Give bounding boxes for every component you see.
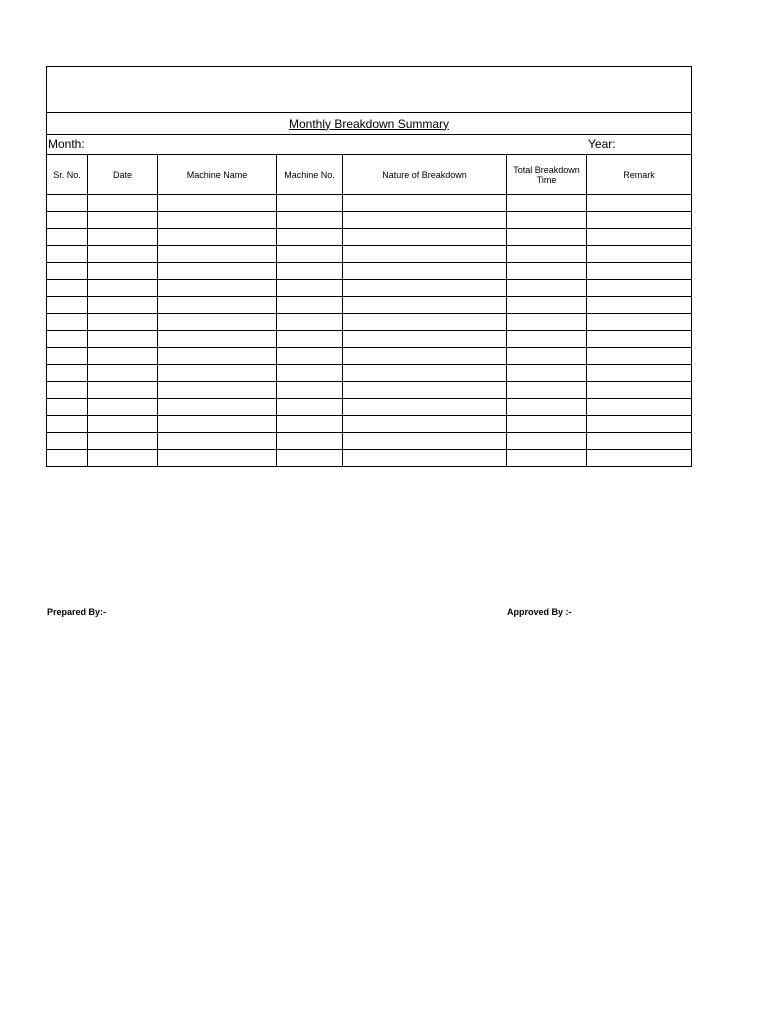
table-cell <box>587 450 692 467</box>
table-cell <box>277 195 343 212</box>
table-cell <box>47 450 88 467</box>
table-cell <box>88 263 158 280</box>
table-cell <box>507 229 587 246</box>
table-cell <box>158 212 277 229</box>
table-cell <box>47 195 88 212</box>
table-cell <box>587 314 692 331</box>
table-cell <box>507 280 587 297</box>
column-header-remark: Remark <box>587 155 692 195</box>
table-cell <box>587 229 692 246</box>
table-cell <box>88 246 158 263</box>
table-cell <box>587 399 692 416</box>
table-cell <box>47 297 88 314</box>
column-header-machine-no: Machine No. <box>277 155 343 195</box>
table-cell <box>277 348 343 365</box>
table-cell <box>158 195 277 212</box>
table-cell <box>277 297 343 314</box>
table-row <box>47 263 692 280</box>
table-cell <box>507 331 587 348</box>
table-cell <box>507 416 587 433</box>
table-cell <box>587 365 692 382</box>
table-cell <box>343 195 507 212</box>
breakdown-summary-table <box>46 66 692 467</box>
table-cell <box>343 399 507 416</box>
table-cell <box>343 433 507 450</box>
table-cell <box>343 416 507 433</box>
table-cell <box>587 331 692 348</box>
table-cell <box>47 314 88 331</box>
form-title-cell <box>47 113 692 135</box>
table-cell <box>587 263 692 280</box>
table-row <box>47 365 692 382</box>
table-cell <box>158 229 277 246</box>
table-cell <box>507 263 587 280</box>
table-cell <box>158 382 277 399</box>
table-cell <box>158 280 277 297</box>
table-cell <box>507 382 587 399</box>
table-cell <box>158 433 277 450</box>
table-row <box>47 450 692 467</box>
table-cell <box>88 297 158 314</box>
table-cell <box>47 433 88 450</box>
table-cell <box>158 348 277 365</box>
column-header-total-breakdown-time: Total Breakdown Time <box>507 155 587 195</box>
table-cell <box>343 280 507 297</box>
table-cell <box>47 365 88 382</box>
table-body <box>47 195 692 467</box>
table-cell <box>507 246 587 263</box>
table-cell <box>158 314 277 331</box>
year-label: Year: <box>588 137 616 151</box>
table-row <box>47 297 692 314</box>
table-row <box>47 399 692 416</box>
column-header-sr-no: Sr. No. <box>47 155 88 195</box>
table-cell <box>47 280 88 297</box>
column-header-date: Date <box>88 155 158 195</box>
table-cell <box>507 433 587 450</box>
prepared-by-label: Prepared By:- <box>47 607 107 617</box>
form-title: Monthly Breakdown Summary <box>288 116 450 131</box>
table-cell <box>47 331 88 348</box>
table-cell <box>343 331 507 348</box>
table-cell <box>343 212 507 229</box>
table-cell <box>587 280 692 297</box>
table-row <box>47 331 692 348</box>
table-cell <box>88 229 158 246</box>
table-row <box>47 433 692 450</box>
table-cell <box>507 195 587 212</box>
table-cell <box>88 450 158 467</box>
table-cell <box>47 382 88 399</box>
table-cell <box>277 229 343 246</box>
table-row <box>47 212 692 229</box>
table-row <box>47 229 692 246</box>
table-cell <box>277 280 343 297</box>
table-cell <box>158 263 277 280</box>
table-cell <box>343 297 507 314</box>
table-cell <box>587 433 692 450</box>
table-cell <box>88 416 158 433</box>
table-row <box>47 195 692 212</box>
table-cell <box>88 382 158 399</box>
table-cell <box>587 195 692 212</box>
table-cell <box>158 246 277 263</box>
table-cell <box>158 365 277 382</box>
table-cell <box>88 331 158 348</box>
table-cell <box>88 433 158 450</box>
table-cell <box>587 246 692 263</box>
table-cell <box>343 348 507 365</box>
table-cell <box>507 212 587 229</box>
table-cell <box>277 263 343 280</box>
table-cell <box>47 229 88 246</box>
table-row <box>47 314 692 331</box>
table-cell <box>88 399 158 416</box>
table-cell <box>343 314 507 331</box>
table-cell <box>507 399 587 416</box>
table-cell <box>343 382 507 399</box>
table-row <box>47 246 692 263</box>
table-cell <box>158 399 277 416</box>
table-cell <box>88 314 158 331</box>
table-cell <box>277 382 343 399</box>
table-row <box>47 348 692 365</box>
table-cell <box>343 229 507 246</box>
table-cell <box>343 246 507 263</box>
table-row <box>47 416 692 433</box>
column-header-machine-name: Machine Name <box>158 155 277 195</box>
table-cell <box>158 416 277 433</box>
table-cell <box>47 246 88 263</box>
table-cell <box>277 450 343 467</box>
table-cell <box>587 416 692 433</box>
table-cell <box>587 348 692 365</box>
table-cell <box>587 382 692 399</box>
table-cell <box>277 331 343 348</box>
table-cell <box>88 280 158 297</box>
month-year-row <box>47 135 692 155</box>
table-cell <box>47 399 88 416</box>
table-cell <box>158 331 277 348</box>
table-row <box>47 382 692 399</box>
table-cell <box>47 348 88 365</box>
table-cell <box>507 450 587 467</box>
table-cell <box>507 297 587 314</box>
table-cell <box>158 297 277 314</box>
table-cell <box>343 263 507 280</box>
table-cell <box>277 212 343 229</box>
table-row <box>47 280 692 297</box>
table-cell <box>47 212 88 229</box>
table-cell <box>587 212 692 229</box>
table-cell <box>277 314 343 331</box>
table-cell <box>277 365 343 382</box>
table-cell <box>47 416 88 433</box>
table-cell <box>88 365 158 382</box>
table-cell <box>507 365 587 382</box>
table-cell <box>88 212 158 229</box>
table-cell <box>343 365 507 382</box>
table-cell <box>587 297 692 314</box>
table-cell <box>47 263 88 280</box>
table-cell <box>343 450 507 467</box>
table-cell <box>88 348 158 365</box>
month-label: Month: <box>48 137 85 151</box>
table-cell <box>507 314 587 331</box>
column-header-nature-of-breakdown: Nature of Breakdown <box>343 155 507 195</box>
approved-by-label: Approved By :- <box>507 607 572 617</box>
header-blank-area <box>47 67 692 113</box>
table-cell <box>277 433 343 450</box>
table-cell <box>277 246 343 263</box>
table-cell <box>158 450 277 467</box>
table-cell <box>88 195 158 212</box>
table-cell <box>277 399 343 416</box>
table-cell <box>277 416 343 433</box>
table-cell <box>507 348 587 365</box>
